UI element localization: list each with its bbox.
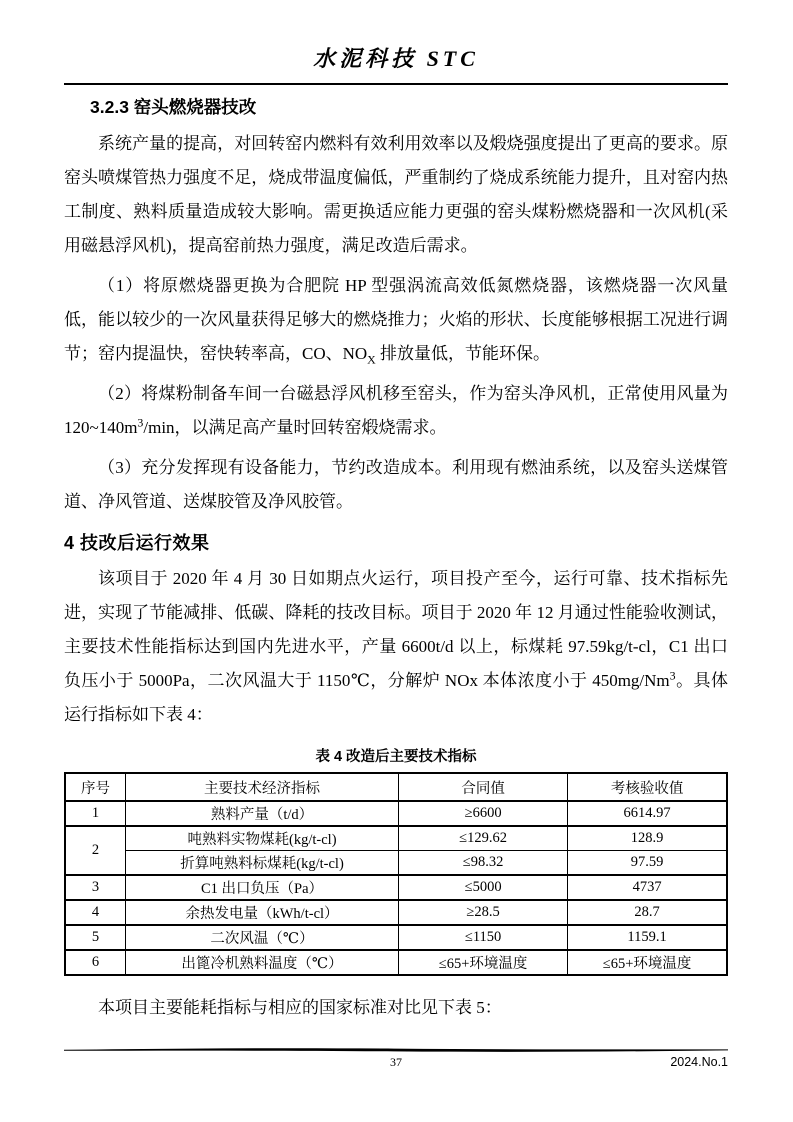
cell-assessed: ≤65+环境温度	[568, 950, 727, 975]
item-1-text-end: 排放量低，节能环保。	[375, 344, 551, 363]
nox-subscript: X	[367, 352, 376, 367]
table-row-6	[65, 950, 727, 975]
cell-assessed: 28.7	[568, 900, 727, 925]
paragraph-item-1	[64, 269, 728, 371]
section-heading-4: 4 技改后运行效果	[64, 533, 210, 553]
header-cell-indicator: 主要技术经济指标	[126, 773, 399, 801]
journal-title: 水泥科技 STC	[313, 46, 479, 71]
cell-contract: ≤129.62	[399, 826, 568, 851]
header-cell-assessed: 考核验收值	[568, 773, 727, 801]
cell-indicator: 余热发电量（kWh/t-cl）	[126, 900, 399, 925]
cell-assessed: 4737	[568, 875, 727, 900]
cell-indicator: C1 出口负压（Pa）	[126, 875, 399, 900]
item-1-text: （1）将原燃烧器更换为合肥院 HP 型强涡流高效低氮燃烧器，该燃烧器一次风量低，能以较少的一次风量获得足够大的燃烧推力；火焰的形状、长度能够根据工况进行调节；窑内提温快，窑快转率高，CO、NO	[64, 276, 728, 363]
cell-index: 5	[65, 925, 126, 950]
cell-index: 3	[65, 875, 126, 900]
table-row-3	[65, 875, 727, 900]
cell-index: 1	[65, 801, 126, 826]
cell-index: 4	[65, 900, 126, 925]
paragraph-item-3	[64, 451, 728, 519]
results-text: 该项目于 2020 年 4 月 30 日如期点火运行，项目投产至今，运行可靠、技术指标先进，实现了节能减排、低碳、降耗的技改目标。项目于 2020 年 12 月通过性能验收测试，主要技术性能指标达到国内先进水平，产量 6600t/d 以上，标煤耗 97.59kg/t-cl，C1 出口负压小于 5000Pa，二次风温大于 1150℃，分解炉 NOx 本体浓度小于 450mg/Nm	[64, 569, 728, 690]
section-heading-3-2-3: 3.2.3 窑头燃烧器技改	[90, 97, 257, 117]
cell-indicator: 吨熟料实物煤耗(kg/t-cl)	[126, 826, 399, 851]
item-2-text: （2）将煤粉制备车间一台磁悬浮风机移至窑头，作为窑头净风机，正常使用风量为 120~140m	[64, 384, 728, 437]
header-cell-contract: 合同值	[399, 773, 568, 801]
cell-assessed: 128.9	[568, 826, 727, 851]
cell-contract: ≥6600	[399, 801, 568, 826]
table-row-1	[65, 801, 727, 826]
footer-divider	[64, 1046, 728, 1054]
results-text-end: 。具体运行指标如下表 4：	[64, 671, 729, 724]
table-row-5	[65, 925, 727, 950]
closing-text: 本项目主要能耗指标与相应的国家标准对比见下表 5：	[98, 998, 502, 1017]
table-row-4	[65, 900, 727, 925]
table-caption: 表 4 改造后主要技术指标	[315, 749, 477, 765]
cell-indicator: 熟料产量（t/d）	[126, 801, 399, 826]
cell-contract: ≥28.5	[399, 900, 568, 925]
paragraph-item-2	[64, 377, 728, 445]
footer-issue: 2024.No.1	[670, 1055, 728, 1069]
cell-indicator: 二次风温（℃）	[126, 925, 399, 950]
table-header-row	[65, 773, 727, 801]
cell-contract: ≤1150	[399, 925, 568, 950]
cell-contract: ≤65+环境温度	[399, 950, 568, 975]
page-footer	[64, 1055, 728, 1075]
paragraph-intro-text: 系统产量的提高，对回转窑内燃料有效利用效率以及煅烧强度提出了更高的要求。原窑头喷煤管热力强度不足，烧成带温度偏低，严重制约了烧成系统能力提升，且对窑内热工制度、熟料质量造成较大影响。需更换适应能力更强的窑头煤粉燃烧器和一次风机(采用磁悬浮风机)，提高窑前热力强度，满足改造后需求。	[64, 134, 728, 255]
item-2-text-end: /min，以满足高产量时回转窑煅烧需求。	[143, 418, 447, 437]
cell-assessed: 6614.97	[568, 801, 727, 826]
paragraph-closing	[64, 991, 728, 1025]
cell-contract: ≤98.32	[399, 851, 568, 876]
cell-index-rowspan: 2	[65, 826, 126, 875]
table-row-2b	[65, 851, 727, 876]
cell-indicator: 出篦冷机熟料温度（℃）	[126, 950, 399, 975]
cell-contract: ≤5000	[399, 875, 568, 900]
cell-index: 6	[65, 950, 126, 975]
cell-assessed: 1159.1	[568, 925, 727, 950]
paragraph-intro	[64, 127, 728, 263]
cell-assessed: 97.59	[568, 851, 727, 876]
footer-page-number: 37	[390, 1055, 402, 1069]
tech-indicators-table	[64, 772, 728, 976]
header-cell-index: 序号	[65, 773, 126, 801]
table-row-2a	[65, 826, 727, 851]
cubic-meter-superscript: 3	[137, 415, 144, 430]
item-3-text: （3）充分发挥现有设备能力，节约改造成本。利用现有燃油系统，以及窑头送煤管道、净风管道、送煤胶管及净风胶管。	[64, 458, 728, 511]
cell-indicator: 折算吨熟料标煤耗(kg/t-cl)	[126, 851, 399, 876]
paragraph-results	[64, 562, 728, 732]
nm3-superscript: 3	[669, 668, 676, 683]
header-divider	[64, 83, 728, 85]
